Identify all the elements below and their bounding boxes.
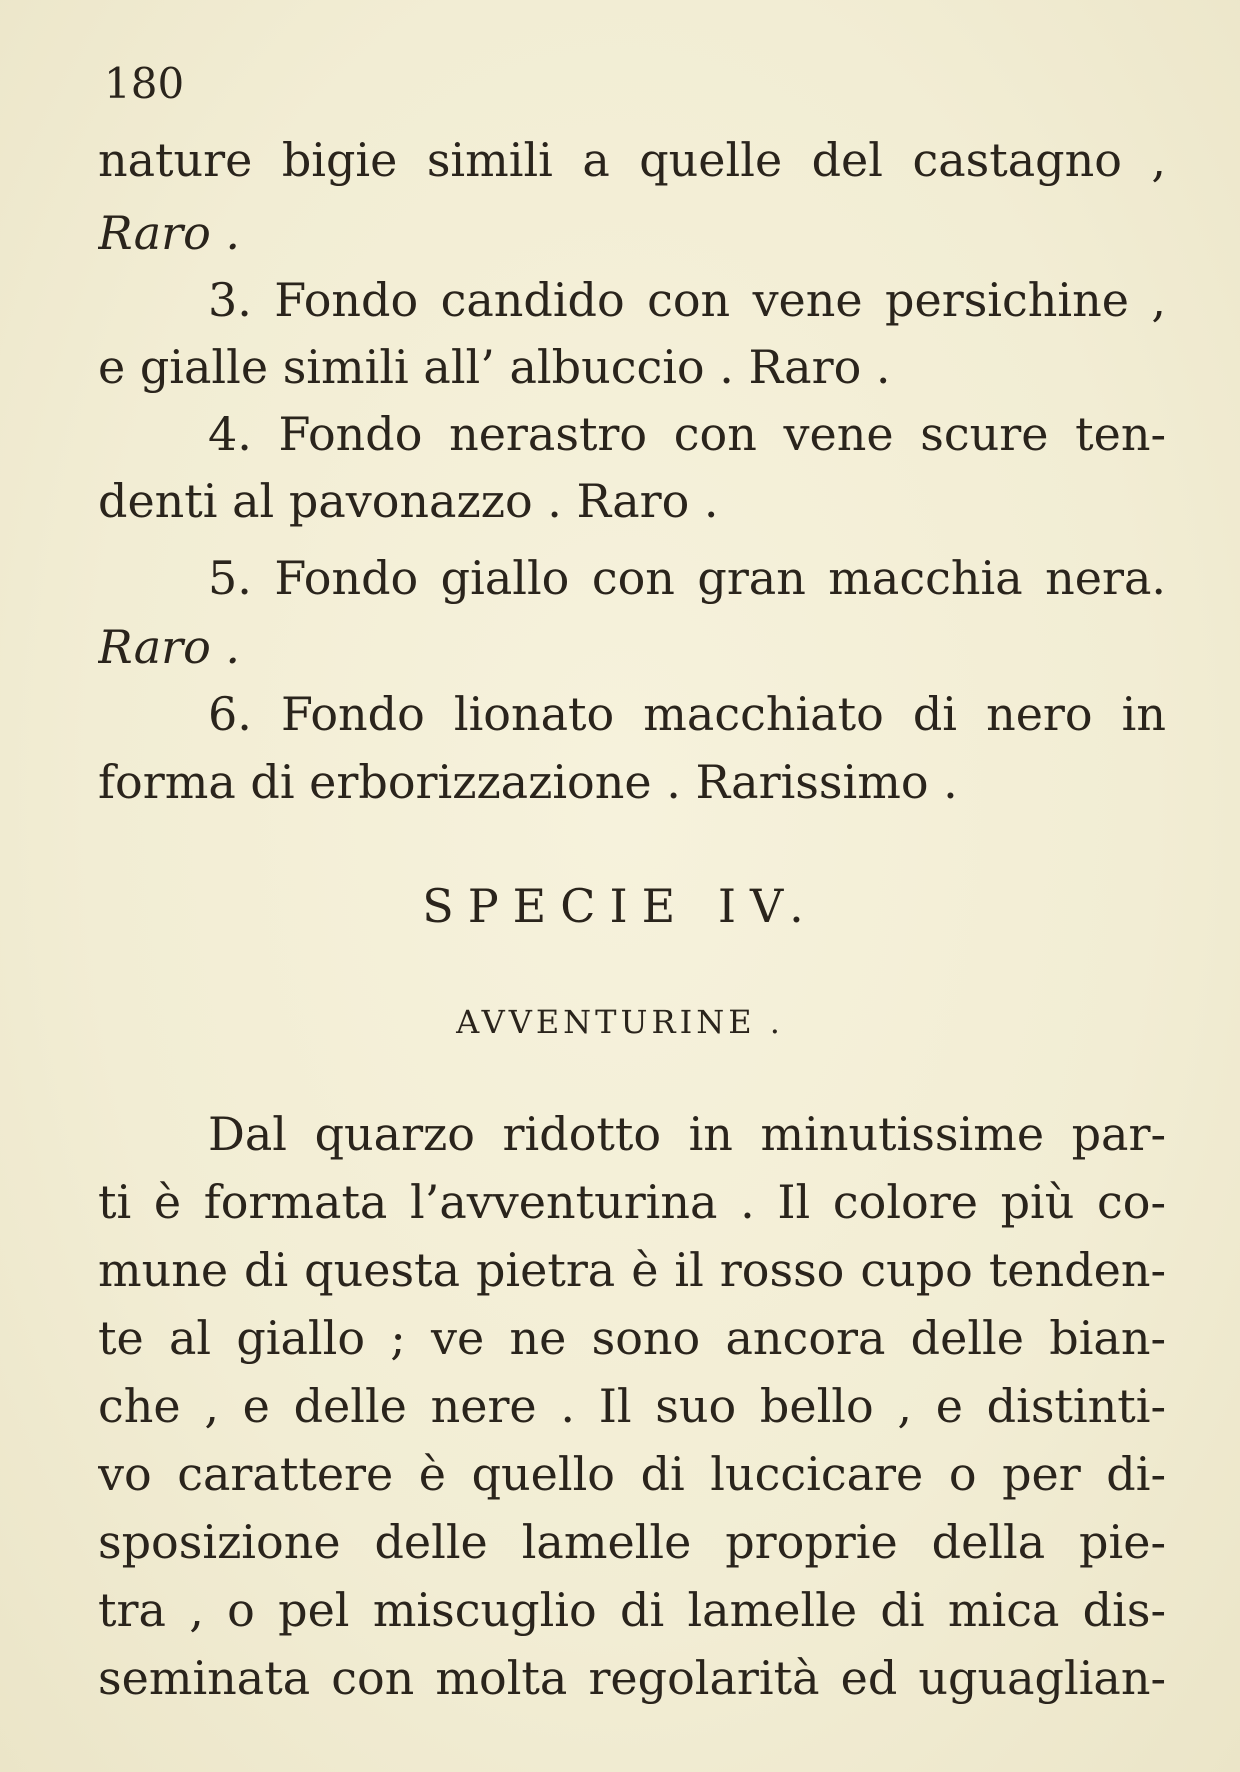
list-item-4: 4. Fondo nerastro con vene scure ten- [208, 407, 1166, 461]
text-line: forma di erborizzazione . Rarissimo . [98, 755, 958, 809]
paragraph-line: mune di questa pietra è il rosso cupo tenden- [98, 1243, 1166, 1297]
paragraph-line: sposizione delle lamelle proprie della pie- [98, 1515, 1166, 1569]
text-line: nature bigie simili a quelle del castagno , [98, 133, 1166, 187]
section-subtitle: AVVENTURINE . [456, 1003, 784, 1041]
text-line: Raro . [98, 206, 241, 260]
paragraph-line: ti è formata l’avventurina . Il colore più co- [98, 1175, 1166, 1229]
page-number: 180 [104, 59, 185, 108]
section-heading: SPECIE IV. [422, 879, 818, 933]
paragraph-line: te al giallo ; ve ne sono ancora delle bian- [98, 1311, 1166, 1365]
text-line: Raro . [98, 620, 241, 674]
list-item-3: 3. Fondo candido con vene persichine , [208, 273, 1166, 327]
paragraph-line: vo carattere è quello di luccicare o per di- [98, 1447, 1166, 1501]
list-item-6: 6. Fondo lionato macchiato di nero in [208, 687, 1166, 741]
paragraph-line: che , e delle nere . Il suo bello , e distinti- [98, 1379, 1166, 1433]
text-line: e gialle simili all’ albuccio . Raro . [98, 340, 891, 394]
paragraph-line: seminata con molta regolarità ed uguaglian- [98, 1651, 1166, 1705]
paragraph-first-line: Dal quarzo ridotto in minutissime par- [208, 1107, 1166, 1161]
paragraph-line: tra , o pel miscuglio di lamelle di mica dis- [98, 1583, 1166, 1637]
text-line: denti al pavonazzo . Raro . [98, 474, 719, 528]
list-item-5: 5. Fondo giallo con gran macchia nera. [208, 551, 1166, 605]
